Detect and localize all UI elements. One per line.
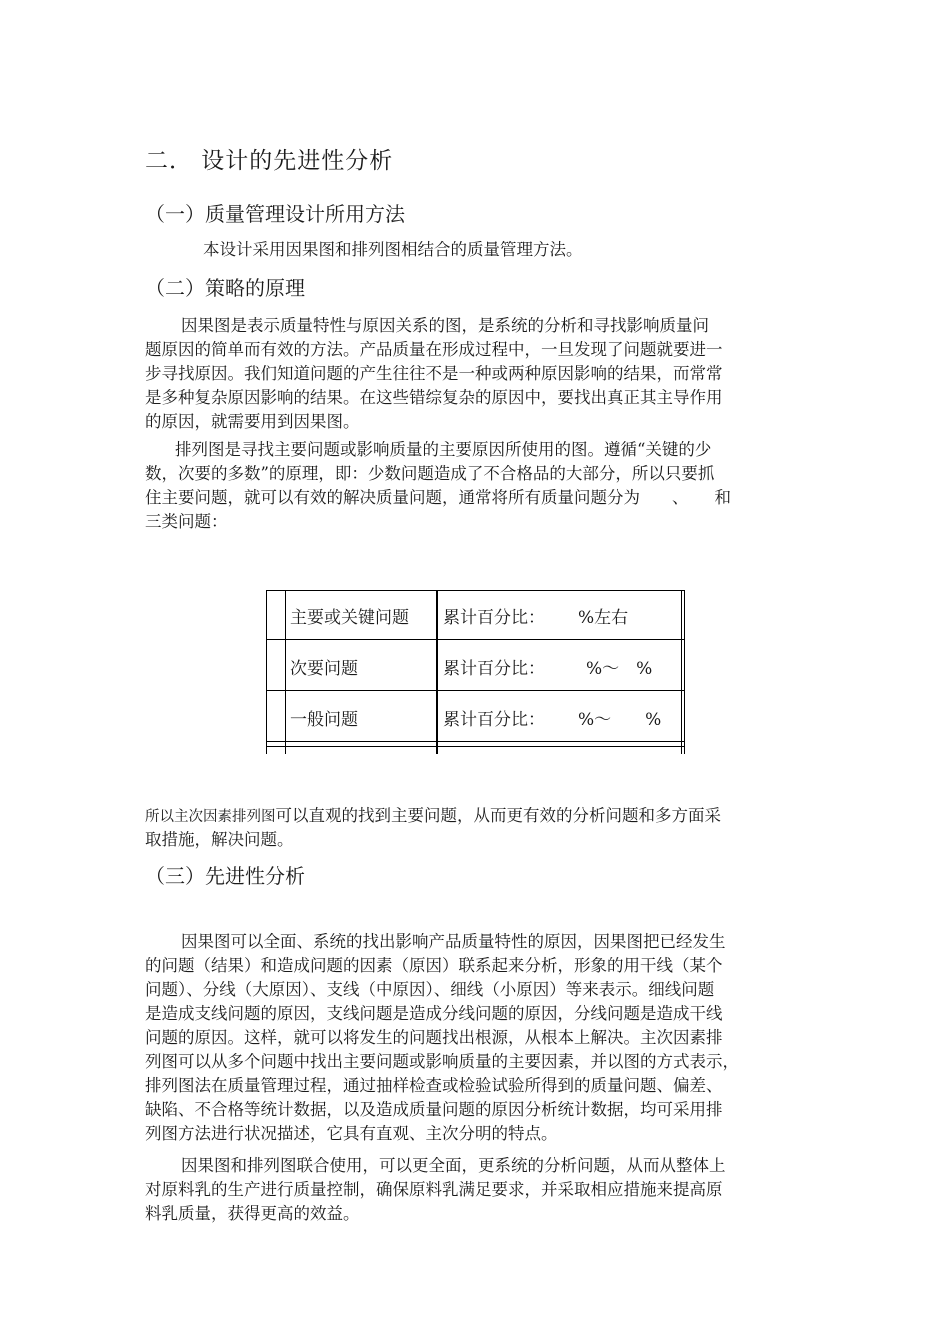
separator-and: 和 <box>714 488 731 507</box>
table-cell-category: 主要或关键问题 <box>290 608 409 628</box>
paragraph-line: 是造成支线问题的原因，支线问题是造成分线问题的原因，分线问题是造成干线 <box>145 1004 723 1023</box>
separator-comma: 、 <box>672 488 689 507</box>
table-border <box>266 590 267 754</box>
paragraph-line: 三类问题： <box>145 512 228 531</box>
table-border <box>266 639 685 640</box>
subsection-2-heading: （二）策略的原理 <box>145 276 305 300</box>
paragraph-line: 缺陷、不合格等统计数据，以及造成质量问题的原因分析统计数据，均可采用排 <box>145 1100 723 1119</box>
paragraph-line: 是多种复杂原因影响的结果。在这些错综复杂的原因中，要找出真正其主导作用 <box>145 388 723 407</box>
subsection-3-heading: （三）先进性分析 <box>145 864 305 888</box>
paragraph-line: 料乳质量，获得更高的效益。 <box>145 1204 360 1223</box>
table-cell-metric-value: %左右 <box>578 608 629 628</box>
paragraph-line: 问题）、分线（大原因）、支线（中原因）、细线（小原因）等来表示。细线问题 <box>145 980 715 999</box>
paragraph-line: 因果图和排列图联合使用，可以更全面，更系统的分析问题，从而从整体上 <box>181 1156 726 1175</box>
table-border <box>681 590 682 754</box>
paragraph-line: 步寻找原因。我们知道问题的产生往往不是一种或两种原因影响的结果，而常常 <box>145 364 723 383</box>
table-border <box>266 690 685 691</box>
table-cell-metric-value: %～ % <box>578 710 662 730</box>
advanced-paragraph-1 <box>145 930 810 1146</box>
paragraph-line: 列图方法进行状况描述，它具有直观、主次分明的特点。 <box>145 1124 558 1143</box>
table-cell-metric-label: 累计百分比： <box>443 659 545 679</box>
table-cell-category: 次要问题 <box>290 659 358 679</box>
paragraph-line: 题原因的简单而有效的方法。产品质量在形成过程中，一旦发现了问题就要进一 <box>145 340 723 359</box>
subsection-1-text: 本设计采用因果图和排列图相结合的质量管理方法。 <box>203 240 583 259</box>
section-title: 二． 设计的先进性分析 <box>145 148 394 174</box>
paragraph-line: 问题的原因。这样，就可以将发生的问题找出根源，从根本上解决。主次因素排 <box>145 1028 723 1047</box>
table-cell-metric-label: 累计百分比： <box>443 608 545 628</box>
table-cell-category: 一般问题 <box>290 710 358 730</box>
paragraph-line: 住主要问题，就可以有效的解决质量问题，通常将所有质量问题分为 、 和 <box>145 488 731 507</box>
table-cell-metric-label: 累计百分比： <box>443 710 545 730</box>
table-cell-metric-value: %～ % <box>586 659 653 679</box>
paragraph-line: 因果图可以全面、系统的找出影响产品质量特性的原因，因果图把已经发生 <box>181 932 726 951</box>
paragraph-line: 取措施，解决问题。 <box>145 830 294 849</box>
table-border <box>285 590 286 754</box>
advanced-paragraph-2 <box>145 1154 810 1226</box>
paragraph-line: 数，次要的多数”的原理，即：少数问题造成了不合格品的大部分，所以只要抓 <box>145 464 715 483</box>
paragraph-line: 因果图是表示质量特性与原因关系的图，是系统的分析和寻找影响质量问 <box>181 316 709 335</box>
principle-paragraph-2 <box>145 438 810 534</box>
paragraph-line: 的问题（结果）和造成问题的因素（原因）联系起来分析，形象的用干线（某个 <box>145 956 723 975</box>
principle-paragraph-1 <box>145 314 810 434</box>
table-border <box>266 741 685 742</box>
paragraph-line: 所以主次因素排列图可以直观的找到主要问题，从而更有效的分析问题和多方面采 <box>145 806 721 825</box>
table-border <box>684 590 685 754</box>
paragraph-line: 对原料乳的生产进行质量控制，确保原料乳满足要求，并采取相应措施来提高原 <box>145 1180 723 1199</box>
table-border <box>266 590 685 591</box>
after-table-paragraph <box>145 804 810 852</box>
paragraph-line: 排列图是寻找主要问题或影响质量的主要原因所使用的图。遵循“关键的少 <box>175 440 712 459</box>
paragraph-line: 的原因，就需要用到因果图。 <box>145 412 360 431</box>
table-border <box>266 746 685 747</box>
problem-classification-table <box>266 590 685 754</box>
paragraph-line: 列图可以从多个问题中找出主要问题或影响质量的主要因素，并以图的方式表示， <box>145 1052 739 1071</box>
subsection-1-heading: （一）质量管理设计所用方法 <box>145 202 405 226</box>
paragraph-line: 排列图法在质量管理过程，通过抽样检查或检验试验所得到的质量问题、偏差、 <box>145 1076 723 1095</box>
table-border <box>436 590 438 754</box>
